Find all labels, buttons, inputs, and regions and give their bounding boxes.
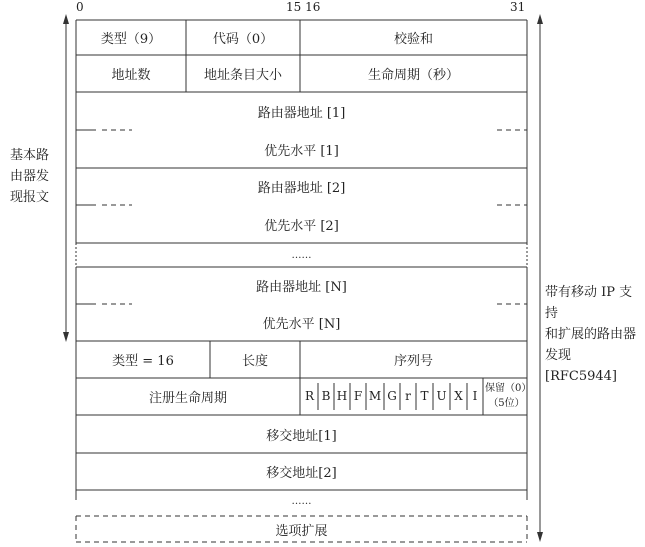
- flag-h: H: [336, 389, 348, 403]
- bit-position-15-16: 15 16: [286, 0, 321, 14]
- care-of-address-1: 移交地址[1]: [266, 428, 337, 444]
- bit-position-31: 31: [510, 0, 526, 14]
- flag-t: T: [420, 389, 429, 403]
- flag-r-lower: r: [405, 389, 411, 403]
- preference-level-2: 优先水平 [2]: [264, 218, 339, 234]
- lifetime-field: 生命周期（秒）: [367, 68, 459, 83]
- flag-b: B: [321, 389, 331, 403]
- router-address-2: 路由器地址 [2]: [257, 181, 346, 196]
- flag-g: G: [387, 389, 397, 403]
- flag-i: I: [472, 389, 478, 403]
- flag-m: M: [368, 389, 382, 403]
- reserved-size-label: （5位）: [488, 398, 525, 409]
- sequence-number-field: 序列号: [393, 354, 433, 369]
- addr-entry-size-field: 地址条目大小: [203, 68, 282, 83]
- reserved-bits-field: [485, 381, 532, 415]
- mobile-ip-extension-label: 带有移动 IP 支持 和扩展的路由器 发现 [RFC5944]: [545, 285, 637, 384]
- preference-level-n: 优先水平 [N]: [262, 317, 341, 332]
- type-field: 类型（9）: [100, 32, 162, 47]
- code-field: 代码（0）: [212, 32, 274, 47]
- ext-length-field: 长度: [241, 354, 268, 369]
- entries-ellipsis: ……: [291, 249, 312, 261]
- flag-r: R: [304, 389, 315, 403]
- flag-u: U: [436, 389, 447, 403]
- ext-type-field: 类型 = 16: [112, 354, 174, 369]
- flag-x: X: [454, 389, 463, 403]
- checksum-field: 校验和: [393, 32, 433, 47]
- router-address-1: 路由器地址 [1]: [257, 105, 346, 121]
- care-of-address-2: 移交地址[2]: [266, 466, 337, 481]
- option-extensions-field: 选项扩展: [275, 523, 328, 539]
- preference-level-1: 优先水平 [1]: [264, 143, 339, 159]
- care-of-ellipsis: ……: [291, 495, 312, 507]
- reserved-label: 保留（0）: [485, 383, 532, 394]
- num-addrs-field: 地址数: [111, 68, 151, 83]
- flag-f: F: [353, 389, 363, 403]
- bit-position-0: 0: [76, 0, 84, 14]
- router-address-n: 路由器地址 [N]: [256, 280, 347, 295]
- registration-lifetime-field: 注册生命周期: [148, 391, 227, 406]
- base-router-discovery-label: 基本路 由器发 现报文: [10, 148, 50, 205]
